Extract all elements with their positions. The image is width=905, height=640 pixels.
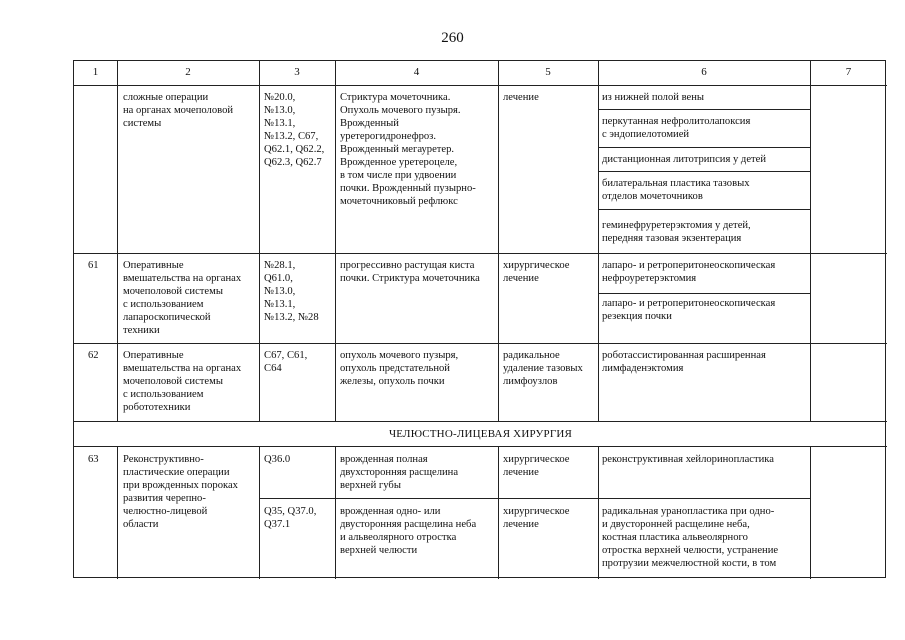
- cell-line: геминефруретерэктомия у детей,: [602, 220, 751, 231]
- cell-line: Q62.1, Q62.2,: [264, 144, 325, 155]
- cell-line: резекция почки: [602, 311, 672, 322]
- rule: [74, 85, 887, 86]
- header-col-6: 6: [701, 66, 707, 78]
- cell-line: Врожденный: [340, 118, 399, 129]
- row-63a-col6: [602, 453, 774, 466]
- row-61-number: 61: [88, 260, 99, 271]
- cell-line: отростка верхней челюсти, устранение: [602, 545, 779, 556]
- row-cont-col5: [503, 91, 539, 104]
- cell-line: №13.0,: [264, 286, 296, 297]
- cell-line: хирургическое: [503, 454, 570, 465]
- row-62-col2: [123, 349, 241, 414]
- cell-line: Q36.0: [264, 454, 291, 465]
- cell-line: Оперативные: [123, 350, 184, 361]
- cell-line: нефроуретерэктомия: [602, 273, 697, 284]
- cell-line: на органах мочеполовой: [123, 105, 234, 116]
- cell-line: перкутанная нефролитолапоксия: [602, 116, 751, 127]
- cell-line: и двусторонней расщелине неба,: [602, 519, 750, 530]
- cell-line: лечение: [503, 273, 539, 284]
- page-number: 260: [441, 30, 464, 46]
- row-61-col3: [264, 259, 319, 324]
- row-63-col2: [123, 453, 238, 531]
- cell-line: №13.2, C67,: [264, 131, 319, 142]
- cell-line: почки. Стриктура мочеточника: [340, 273, 480, 284]
- row-63b-col6: [602, 505, 778, 570]
- row-cont-col4: [340, 91, 476, 208]
- rule: [74, 253, 887, 254]
- row-cont-col6-b: [602, 115, 750, 141]
- cell-line: мочеполовой системы: [123, 286, 223, 297]
- cell-line: верхней челюсти: [340, 545, 418, 556]
- rule: [598, 171, 810, 172]
- cell-line: Q37.1: [264, 519, 291, 530]
- cell-line: мочеполовой системы: [123, 376, 223, 387]
- cell-line: уретерогидронефроз.: [340, 131, 437, 142]
- row-63b-col3: [264, 505, 316, 531]
- row-61-col2: [123, 259, 241, 337]
- rule: [598, 109, 810, 110]
- rule: [810, 446, 811, 579]
- cell-line: Опухоль мочевого пузыря.: [340, 105, 461, 116]
- cell-line: верхней губы: [340, 480, 401, 491]
- cell-line: с эндопиелотомией: [602, 129, 690, 140]
- cell-line: №28.1,: [264, 260, 296, 271]
- row-cont-col6-a: [602, 91, 704, 104]
- header-col-2: 2: [185, 66, 191, 78]
- cell-line: хирургическое: [503, 506, 570, 517]
- cell-line: прогрессивно растущая киста: [340, 260, 475, 271]
- cell-line: Q62.3, Q62.7: [264, 157, 322, 168]
- cell-line: опухоль мочевого пузыря,: [340, 350, 459, 361]
- cell-line: лечение: [503, 519, 539, 530]
- cell-line: №13.2, №28: [264, 312, 319, 323]
- cell-line: двухсторонняя расщелина: [340, 467, 459, 478]
- cell-line: дистанционная литотрипсия у детей: [602, 154, 767, 165]
- rule: [598, 61, 599, 421]
- cell-line: области: [123, 519, 159, 530]
- row-62-col4: [340, 349, 458, 388]
- header-col-1: 1: [92, 66, 99, 78]
- cell-line: радикальное: [503, 350, 560, 361]
- cell-line: лапароскопической: [123, 312, 211, 323]
- cell-line: лапаро- и ретроперитонеоскопическая: [602, 260, 776, 271]
- rule: [598, 446, 599, 579]
- header-col-3: 3: [294, 66, 300, 78]
- row-62-col3: [264, 349, 307, 375]
- cell-line: Реконструктивно-: [123, 454, 204, 465]
- rule: [335, 446, 336, 579]
- cell-line: радикальная уранопластика при одно-: [602, 506, 775, 517]
- cell-line: железы, опухоль почки: [340, 376, 445, 387]
- cell-line: лапаро- и ретроперитонеоскопическая: [602, 298, 776, 309]
- cell-line: почки. Врожденный пузырно-: [340, 183, 476, 194]
- cell-line: пластические операции: [123, 467, 230, 478]
- rule: [598, 293, 810, 294]
- section-title: ЧЕЛЮСТНО-ЛИЦЕВАЯ ХИРУРГИЯ: [388, 428, 573, 440]
- row-61-col4: [340, 259, 480, 285]
- row-cont-col6-c: [602, 153, 766, 166]
- rule: [74, 446, 887, 447]
- rule: [810, 61, 811, 421]
- cell-line: и альвеолярного отростка: [340, 532, 457, 543]
- cell-line: Врожденный мегауретер.: [340, 144, 455, 155]
- cell-line: №13.1,: [264, 299, 296, 310]
- rule: [498, 61, 499, 421]
- row-cont-col6-d: [602, 177, 750, 203]
- cell-line: из нижней полой вены: [602, 92, 705, 103]
- cell-line: №13.0,: [264, 105, 296, 116]
- cell-line: опухоль предстательной: [340, 363, 450, 374]
- cell-line: челюстно-лицевой: [123, 506, 208, 517]
- cell-line: при врожденных пороках: [123, 480, 238, 491]
- cell-line: развития черепно-: [123, 493, 206, 504]
- row-63b-col4: [340, 505, 476, 557]
- row-61-col6-b: [602, 297, 775, 323]
- rule: [117, 61, 118, 421]
- row-63b-col5: [503, 505, 569, 531]
- header-col-4: 4: [413, 66, 420, 78]
- cell-line: отделов мочеточников: [602, 191, 703, 202]
- cell-line: билатеральная пластика тазовых: [602, 178, 750, 189]
- cell-line: C67, C61,: [264, 350, 308, 361]
- cell-line: техники: [123, 325, 160, 336]
- cell-line: с использованием: [123, 299, 204, 310]
- row-62-number: 62: [88, 350, 99, 361]
- header-col-7: 7: [845, 66, 852, 78]
- rule: [259, 446, 260, 579]
- cell-line: в том числе при удвоении: [340, 170, 457, 181]
- cell-line: передняя тазовая экзентерация: [602, 233, 742, 244]
- cell-line: реконструктивная хейлоринопластика: [602, 454, 774, 465]
- row-61-col6-a: [602, 259, 775, 285]
- cell-line: сложные операции: [123, 92, 209, 103]
- cell-line: удаление тазовых: [503, 363, 583, 374]
- cell-line: двусторонняя расщелина неба: [340, 519, 477, 530]
- row-cont-col3: [264, 91, 324, 169]
- rule: [335, 61, 336, 421]
- cell-line: с использованием: [123, 389, 204, 400]
- cell-line: врожденная полная: [340, 454, 428, 465]
- cell-line: лимфоузлов: [503, 376, 558, 387]
- cell-line: Оперативные: [123, 260, 184, 271]
- cell-line: системы: [123, 118, 162, 129]
- row-62-col5: [503, 349, 583, 388]
- cell-line: костная пластика альвеолярного: [602, 532, 748, 543]
- cell-line: вмешательства на органах: [123, 363, 242, 374]
- cell-line: протрузии межчелюстной кости, в том: [602, 558, 777, 569]
- rule: [498, 446, 499, 579]
- header-col-5: 5: [545, 66, 551, 78]
- cell-line: лечение: [503, 467, 539, 478]
- row-cont-col2: [123, 91, 233, 130]
- cell-line: №20.0,: [264, 92, 296, 103]
- rule: [117, 446, 118, 579]
- row-61-col5: [503, 259, 569, 285]
- cell-line: №13.1,: [264, 118, 296, 129]
- cell-line: Стриктура мочеточника.: [340, 92, 451, 103]
- procedures-table: [73, 60, 886, 578]
- rule: [259, 61, 260, 421]
- rule: [74, 343, 887, 344]
- cell-line: робототехники: [123, 402, 191, 413]
- cell-line: Q61.0,: [264, 273, 293, 284]
- row-62-col6: [602, 349, 766, 375]
- rule: [259, 498, 810, 499]
- cell-line: Q35, Q37.0,: [264, 506, 317, 517]
- rule: [74, 421, 887, 422]
- cell-line: мочеточниковый рефлюкс: [340, 196, 458, 207]
- cell-line: Врожденное уретероцеле,: [340, 157, 458, 168]
- cell-line: C64: [264, 363, 282, 374]
- cell-line: роботассистированная расширенная: [602, 350, 766, 361]
- row-63a-col4: [340, 453, 458, 492]
- cell-line: вмешательства на органах: [123, 273, 242, 284]
- row-63a-col3: [264, 453, 290, 466]
- cell-line: лечение: [503, 92, 539, 103]
- cell-line: лимфаденэктомия: [602, 363, 684, 374]
- row-63a-col5: [503, 453, 569, 479]
- cell-line: врожденная одно- или: [340, 506, 441, 517]
- cell-line: хирургическое: [503, 260, 570, 271]
- row-63-number: 63: [88, 454, 99, 465]
- rule: [598, 209, 810, 210]
- row-cont-col6-e: [602, 219, 751, 245]
- rule: [598, 147, 810, 148]
